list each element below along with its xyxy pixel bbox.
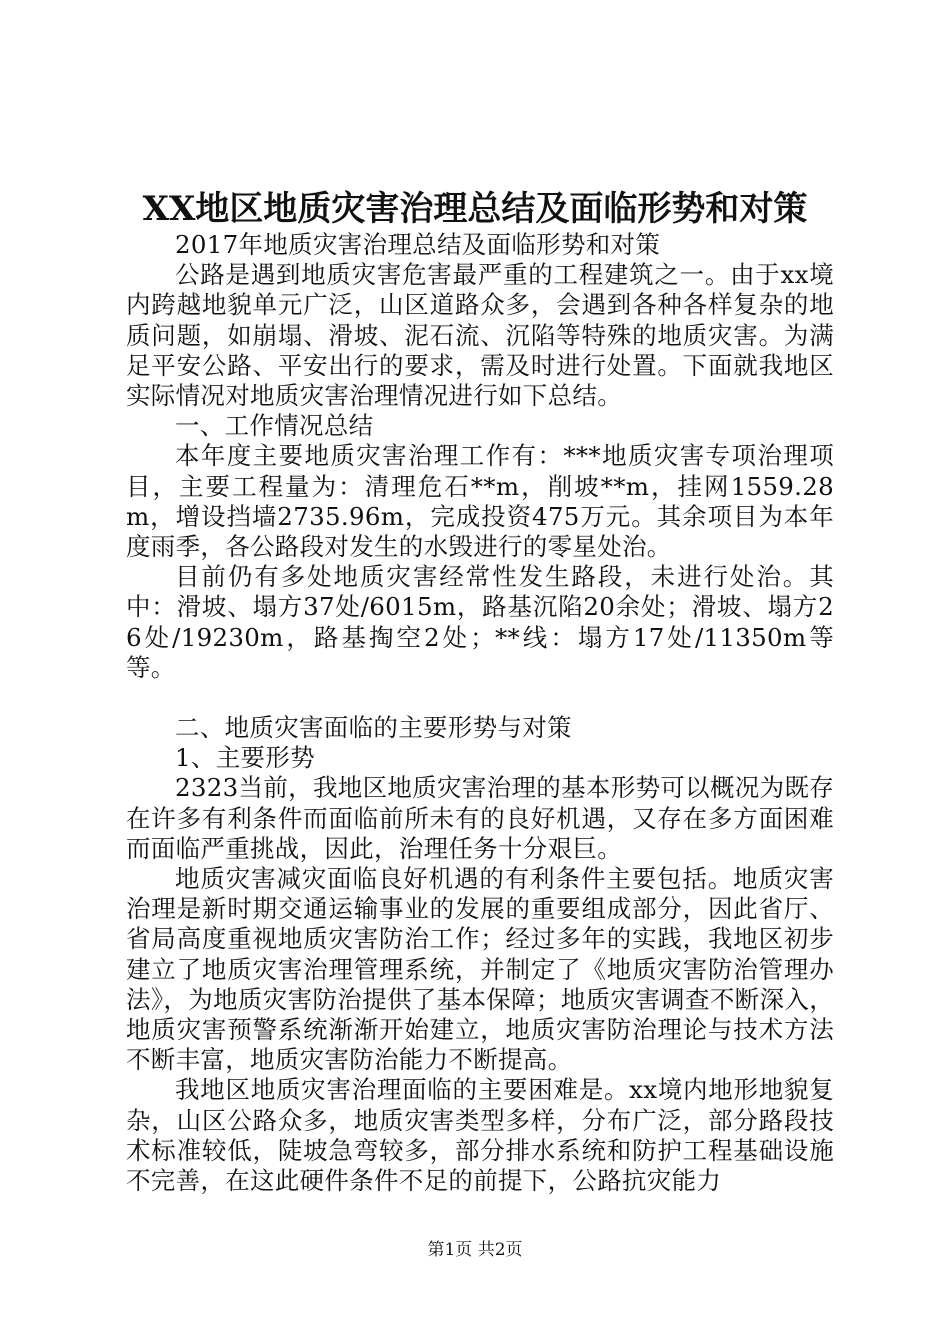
paragraph-work-items: 本年度主要地质灾害治理工作有：***地质灾害专项治理项目，主要工程量为：清理危石**m，削坡**m，挂网1559.28m，增设挡墙2735.96m，完成投资475万元。其余项目为本年度雨季，各公路段对发生的水毁进行的零星处治。 (126, 441, 834, 562)
heading-situation-and-measures: 二、地质灾害面临的主要形势与对策 (175, 713, 572, 743)
paragraph-remaining-sites: 目前仍有多处地质灾害经常性发生路段，未进行处治。其中：滑坡、塌方37处/6015m，路基沉陷20余处；滑坡、塌方26处/19230m，路基掏空2处；**线：塌方17处/11350m等等。 (126, 562, 834, 682)
document-title: XX地区地质灾害治理总结及面临形势和对策 (142, 189, 808, 229)
heading-main-situation: 1、主要形势 (175, 743, 315, 773)
paragraph-opportunities: 地质灾害减灾面临良好机遇的有利条件主要包括。地质灾害治理是新时期交通运输事业的发展的重要组成部分，因此省厅、省局高度重视地质灾害防治工作；经过多年的实践，我地区初步建立了地质灾害治理管理系统，并制定了《地质灾害防治管理办法》，为地质灾害防治提供了基本保障；地质灾害调查不断深入，地质灾害预警系统渐渐开始建立，地质灾害防治理论与技术方法不断丰富，地质灾害防治能力不断提高。 (126, 864, 834, 1075)
paragraph-intro: 公路是遇到地质灾害危害最严重的工程建筑之一。由于xx境内跨越地貌单元广泛，山区道路众多，会遇到各种各样复杂的地质问题，如崩塌、滑坡、泥石流、沉陷等特殊的地质灾害。为满足平安公路、平安出行的要求，需及时进行处置。下面就我地区实际情况对地质灾害治理情况进行如下总结。 (126, 260, 834, 411)
paragraph-difficulties: 我地区地质灾害治理面临的主要困难是。xx境内地形地貌复杂，山区公路众多，地质灾害类型多样，分布广泛，部分路段技术标准较低，陡坡急弯较多，部分排水系统和防护工程基础设施不完善，在这此硬件条件不足的前提下，公路抗灾能力 (126, 1075, 834, 1196)
document-body (126, 230, 834, 1196)
paragraph-current-situation: 2323当前，我地区地质灾害治理的基本形势可以概况为既存在许多有利条件而面临前所未有的良好机遇，又存在多方面困难而面临严重挑战，因此，治理任务十分艰巨。 (126, 773, 834, 863)
heading-work-summary: 一、工作情况总结 (175, 411, 374, 441)
page-number-footer: 第1页 共2页 (427, 1240, 523, 1260)
paragraph-subtitle: 2017年地质灾害治理总结及面临形势和对策 (175, 230, 661, 259)
